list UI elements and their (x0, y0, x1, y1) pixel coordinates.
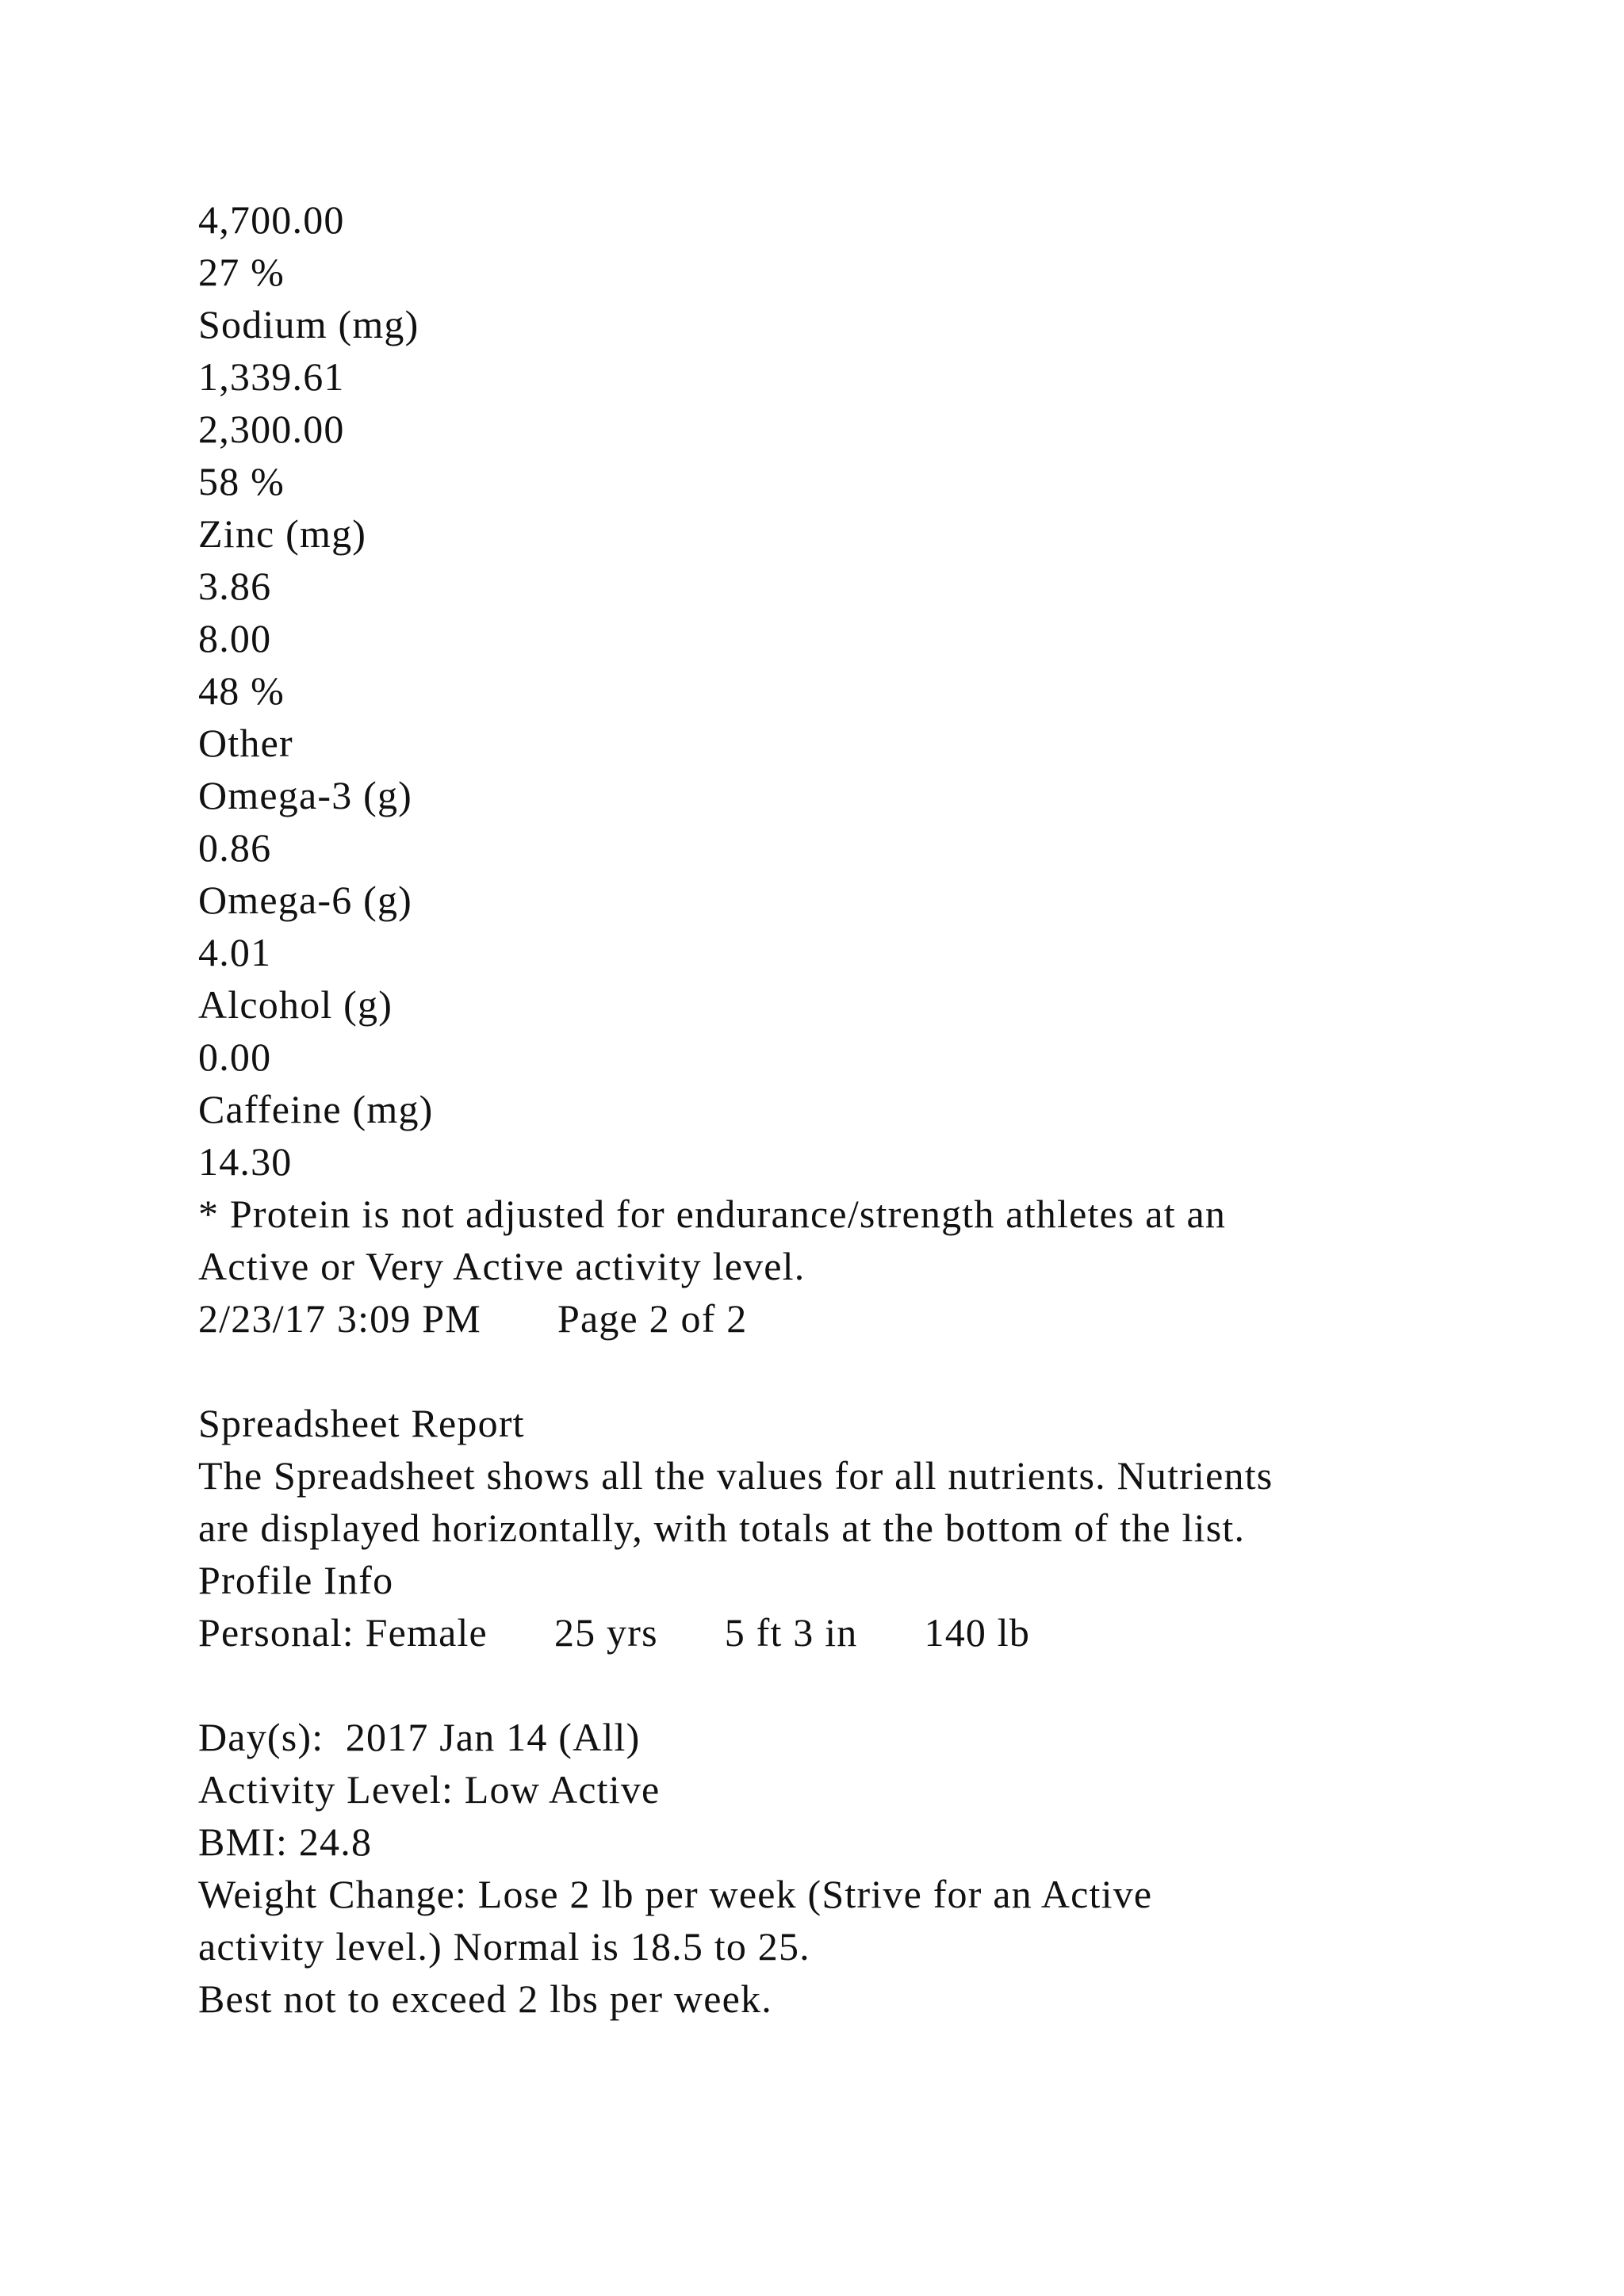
caffeine-value: 14.30 (198, 1139, 293, 1184)
sodium-label: Sodium (mg) (198, 302, 419, 346)
zinc-value: 3.86 (198, 564, 272, 608)
report-description-line1: The Spreadsheet shows all the values for all nutrients. Nutrients (198, 1453, 1274, 1498)
personal-gender: Personal: Female (198, 1610, 488, 1655)
zinc-percent: 48 % (198, 668, 285, 713)
footer-timestamp: 2/23/17 3:09 PM (198, 1296, 481, 1341)
omega3-value: 0.86 (198, 825, 272, 870)
omega6-value: 4.01 (198, 930, 272, 974)
personal-height: 5 ft 3 in (724, 1610, 858, 1655)
alcohol-label: Alcohol (g) (198, 982, 393, 1027)
report-description-line2: are displayed horizontally, with totals at the bottom of the list. (198, 1506, 1246, 1550)
bmi-value: BMI: 24.8 (198, 1820, 373, 1864)
caffeine-label: Caffeine (mg) (198, 1087, 434, 1131)
document-body (198, 193, 1483, 2025)
zinc-label: Zinc (mg) (198, 511, 367, 556)
other-heading: Other (198, 721, 293, 765)
footer-page-number: Page 2 of 2 (557, 1296, 748, 1341)
days-info: Day(s): 2017 Jan 14 (All) (198, 1715, 641, 1759)
sodium-target: 2,300.00 (198, 407, 345, 451)
personal-age: 25 yrs (553, 1610, 658, 1655)
protein-note-line1: * Protein is not adjusted for endurance/strength athletes at an (198, 1192, 1227, 1236)
report-title: Spreadsheet Report (198, 1401, 525, 1445)
weight-change-line1: Weight Change: Lose 2 lb per week (Strive for an Active (198, 1872, 1153, 1916)
potassium-percent: 27 % (198, 250, 285, 294)
alcohol-value: 0.00 (198, 1035, 272, 1079)
profile-info-heading: Profile Info (198, 1558, 394, 1602)
sodium-value: 1,339.61 (198, 354, 345, 399)
weight-change-line3: Best not to exceed 2 lbs per week. (198, 1976, 772, 2021)
personal-weight: 140 lb (924, 1610, 1031, 1655)
omega6-label: Omega-6 (g) (198, 878, 413, 922)
zinc-target: 8.00 (198, 616, 272, 660)
omega3-label: Omega-3 (g) (198, 773, 413, 817)
protein-note-line2: Active or Very Active activity level. (198, 1244, 806, 1288)
sodium-percent: 58 % (198, 459, 285, 503)
personal-info (198, 1606, 1483, 1659)
potassium-target: 4,700.00 (198, 197, 345, 242)
weight-change-line2: activity level.) Normal is 18.5 to 25. (198, 1924, 810, 1969)
activity-level: Activity Level: Low Active (198, 1767, 661, 1812)
page-footer (198, 1292, 1483, 1345)
